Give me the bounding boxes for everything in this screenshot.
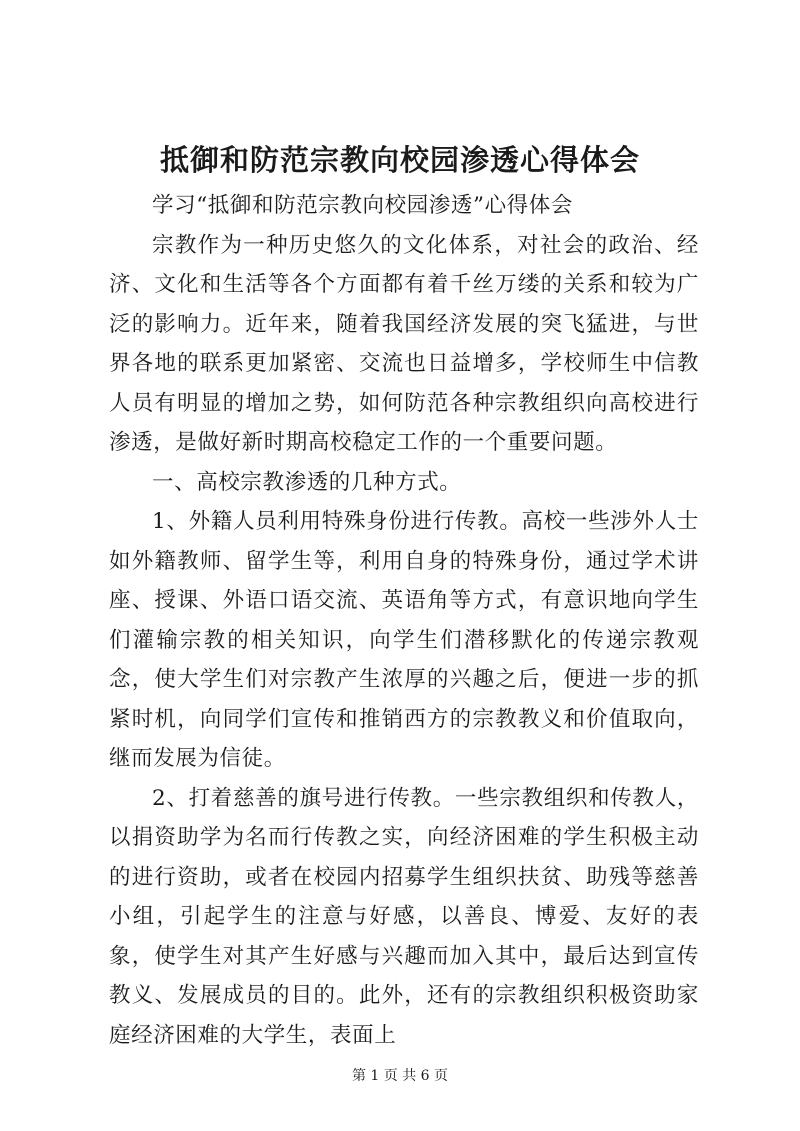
document-title: 抵御和防范宗教向校园渗透心得体会	[159, 143, 640, 177]
subtitle-paragraph: 学习“抵御和防范宗教向校园渗透”心得体会	[152, 193, 573, 218]
intro-paragraph: 宗教作为一种历史悠久的文化体系，对社会的政治、经济、文化和生活等各个方面都有着千丝万缕的关系和较为广泛的影响力。近年来，随着我国经济发展的突飞猛进，与世界各地的联系更加紧密、交流也日益增多，学校师生中信教人员有明显的增加之势，如何防范各种宗教组织向高校进行渗透，是做好新时期高校稳定工作的一个重要问题。	[109, 232, 699, 455]
point-two-paragraph: 2、打着慈善的旗号进行传教。一些宗教组织和传教人，以捐资助学为名而行传教之实，向经济困难的学生积极主动的进行资助，或者在校园内招募学生组织扶贫、助残等慈善小组，引起学生的注意与好感，以善良、博爱、友好的表象，使学生对其产生好感与兴趣而加入其中，最后达到宣传教义、发展成员的目的。此外，还有的宗教组织积极资助家庭经济困难的大学生，表面上	[109, 785, 699, 1048]
page-number-footer: 第 1 页 共 6 页	[351, 1068, 449, 1084]
point-one-paragraph: 1、外籍人员利用特殊身份进行传教。高校一些涉外人士如外籍教师、留学生等，利用自身的特殊身份，通过学术讲座、授课、外语口语交流、英语角等方式，有意识地向学生们灌输宗教的相关知识，向学生们潜移默化的传递宗教观念，使大学生们对宗教产生浓厚的兴趣之后，便进一步的抓紧时机，向同学们宣传和推销西方的宗教教义和价值取向，继而发展为信徒。	[109, 509, 699, 771]
document-body	[109, 186, 699, 1055]
section-heading-paragraph: 一、高校宗教渗透的几种方式。	[152, 469, 462, 495]
